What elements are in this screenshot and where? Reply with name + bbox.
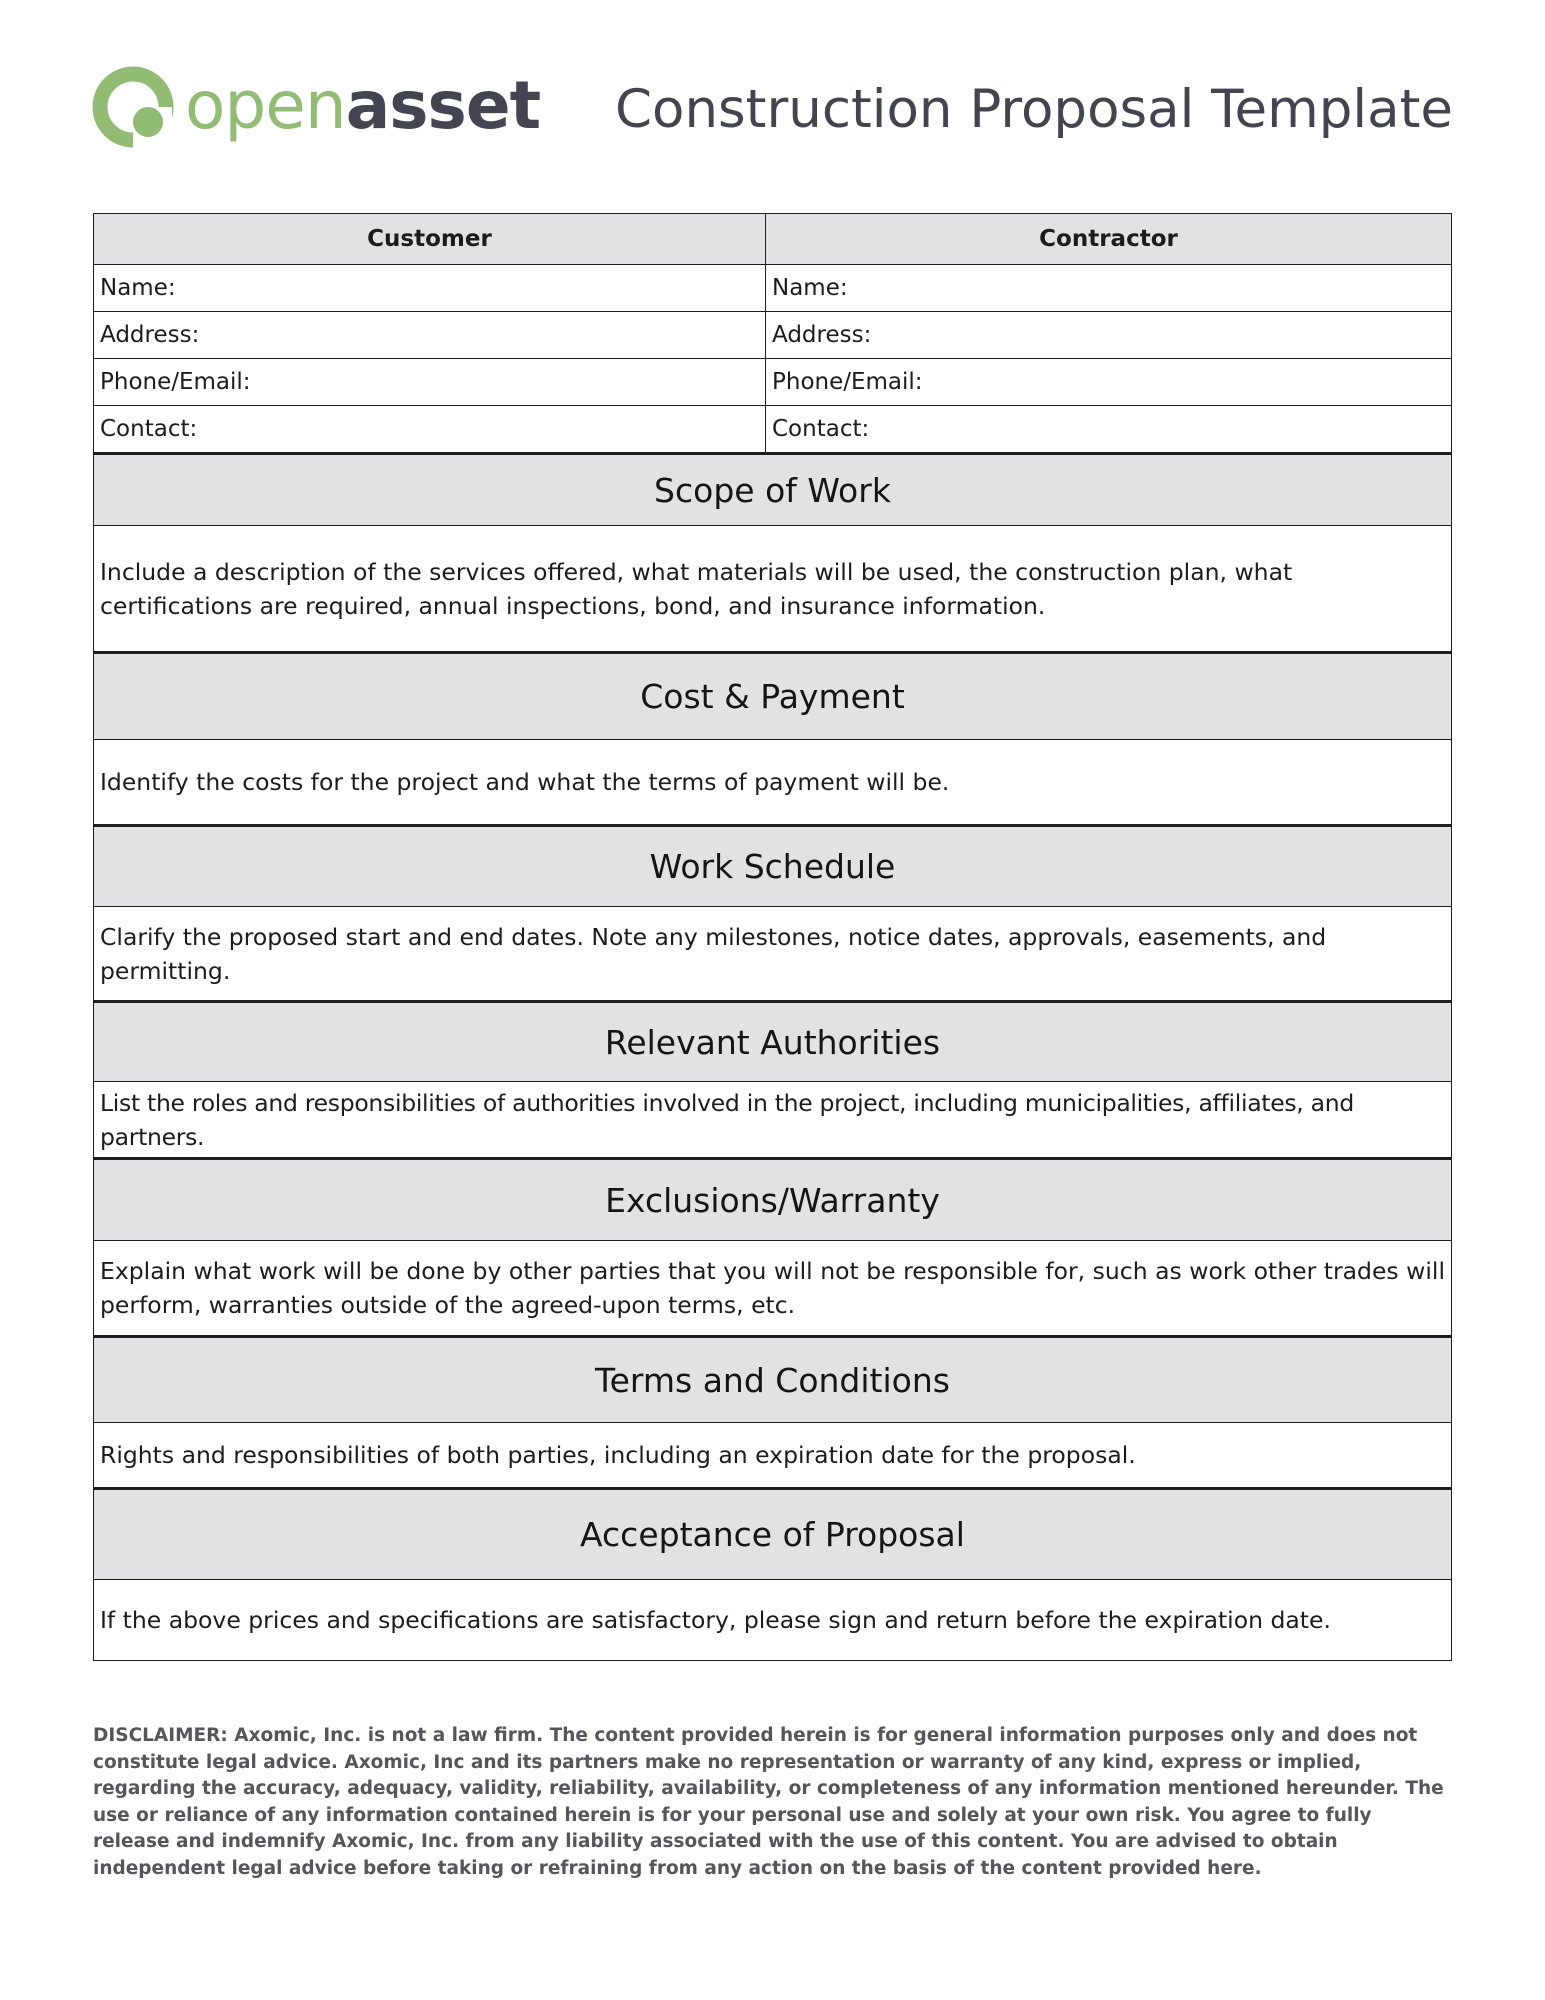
section-heading-row	[94, 826, 1452, 907]
section-body-row	[94, 526, 1452, 653]
section-body-row	[94, 1082, 1452, 1159]
contractor-phone-email-field[interactable]: Phone/Email:	[766, 359, 1452, 406]
section-heading-row	[94, 1159, 1452, 1241]
openasset-logo-icon	[92, 66, 174, 148]
customer-phone-email-field[interactable]: Phone/Email:	[94, 359, 766, 406]
work-schedule-heading: Work Schedule	[94, 826, 1452, 907]
openasset-logo	[92, 66, 541, 152]
section-heading-row	[94, 1489, 1452, 1580]
party-row-name	[94, 265, 1452, 312]
customer-heading: Customer	[94, 214, 766, 265]
relevant-authorities-heading: Relevant Authorities	[94, 1002, 1452, 1082]
section-body-row	[94, 740, 1452, 826]
exclusions-warranty-heading: Exclusions/Warranty	[94, 1159, 1452, 1241]
logo-word-open: open	[185, 67, 346, 144]
proposal-form-table	[93, 213, 1452, 1661]
customer-address-field[interactable]: Address:	[94, 312, 766, 359]
logo-wordmark	[185, 66, 540, 146]
contractor-name-field[interactable]: Name:	[766, 265, 1452, 312]
contractor-contact-field[interactable]: Contact:	[766, 406, 1452, 454]
cost-payment-heading: Cost & Payment	[94, 653, 1452, 740]
party-row-address	[94, 312, 1452, 359]
contractor-heading: Contractor	[766, 214, 1452, 265]
customer-contact-field[interactable]: Contact:	[94, 406, 766, 454]
exclusions-warranty-body[interactable]: Explain what work will be done by other parties that you will not be responsible for, such as work other trades will perform, warranties outside of the agreed-upon terms, etc.	[94, 1241, 1452, 1337]
scope-of-work-body[interactable]: Include a description of the services offered, what materials will be used, the construction plan, what certifications are required, annual inspections, bond, and insurance information.	[94, 526, 1452, 653]
logo-word-asset: asset	[345, 67, 541, 144]
terms-conditions-body[interactable]: Rights and responsibilities of both parties, including an expiration date for the proposal.	[94, 1423, 1452, 1489]
page-title: Construction Proposal Template	[615, 79, 1453, 140]
relevant-authorities-body[interactable]: List the roles and responsibilities of authorities involved in the project, including municipalities, affiliates, and partners.	[94, 1082, 1452, 1159]
section-body-row	[94, 1423, 1452, 1489]
section-heading-row	[94, 1337, 1452, 1423]
section-body-row	[94, 1580, 1452, 1661]
party-header-row	[94, 214, 1452, 265]
contractor-address-field[interactable]: Address:	[766, 312, 1452, 359]
party-row-phone-email	[94, 359, 1452, 406]
section-body-row	[94, 1241, 1452, 1337]
section-heading-row	[94, 454, 1452, 526]
section-body-row	[94, 907, 1452, 1002]
section-heading-row	[94, 1002, 1452, 1082]
section-heading-row	[94, 653, 1452, 740]
terms-conditions-heading: Terms and Conditions	[94, 1337, 1452, 1423]
scope-of-work-heading: Scope of Work	[94, 454, 1452, 526]
acceptance-heading: Acceptance of Proposal	[94, 1489, 1452, 1580]
customer-name-field[interactable]: Name:	[94, 265, 766, 312]
document-header	[92, 66, 1453, 152]
acceptance-body[interactable]: If the above prices and specifications are satisfactory, please sign and return before the expiration date.	[94, 1580, 1452, 1661]
party-row-contact	[94, 406, 1452, 454]
work-schedule-body[interactable]: Clarify the proposed start and end dates. Note any milestones, notice dates, approvals, easements, and permitting.	[94, 907, 1452, 1002]
disclaimer-text: DISCLAIMER: Axomic, Inc. is not a law firm. The content provided herein is for general information purposes only and does not constitute legal advice. Axomic, Inc and its partners make no representation or warranty of any kind, express or implied, regarding the accuracy, adequacy, validity, reliability, availability, or completeness of any information mentioned hereunder. The use or reliance of any information contained herein is for your personal use and solely at your own risk. You agree to fully release and indemnify Axomic, Inc. from any liability associated with the use of this content. You are advised to obtain independent legal advice before taking or refraining from any action on the basis of the content provided here.	[93, 1725, 1444, 1879]
cost-payment-body[interactable]: Identify the costs for the project and what the terms of payment will be.	[94, 740, 1452, 826]
